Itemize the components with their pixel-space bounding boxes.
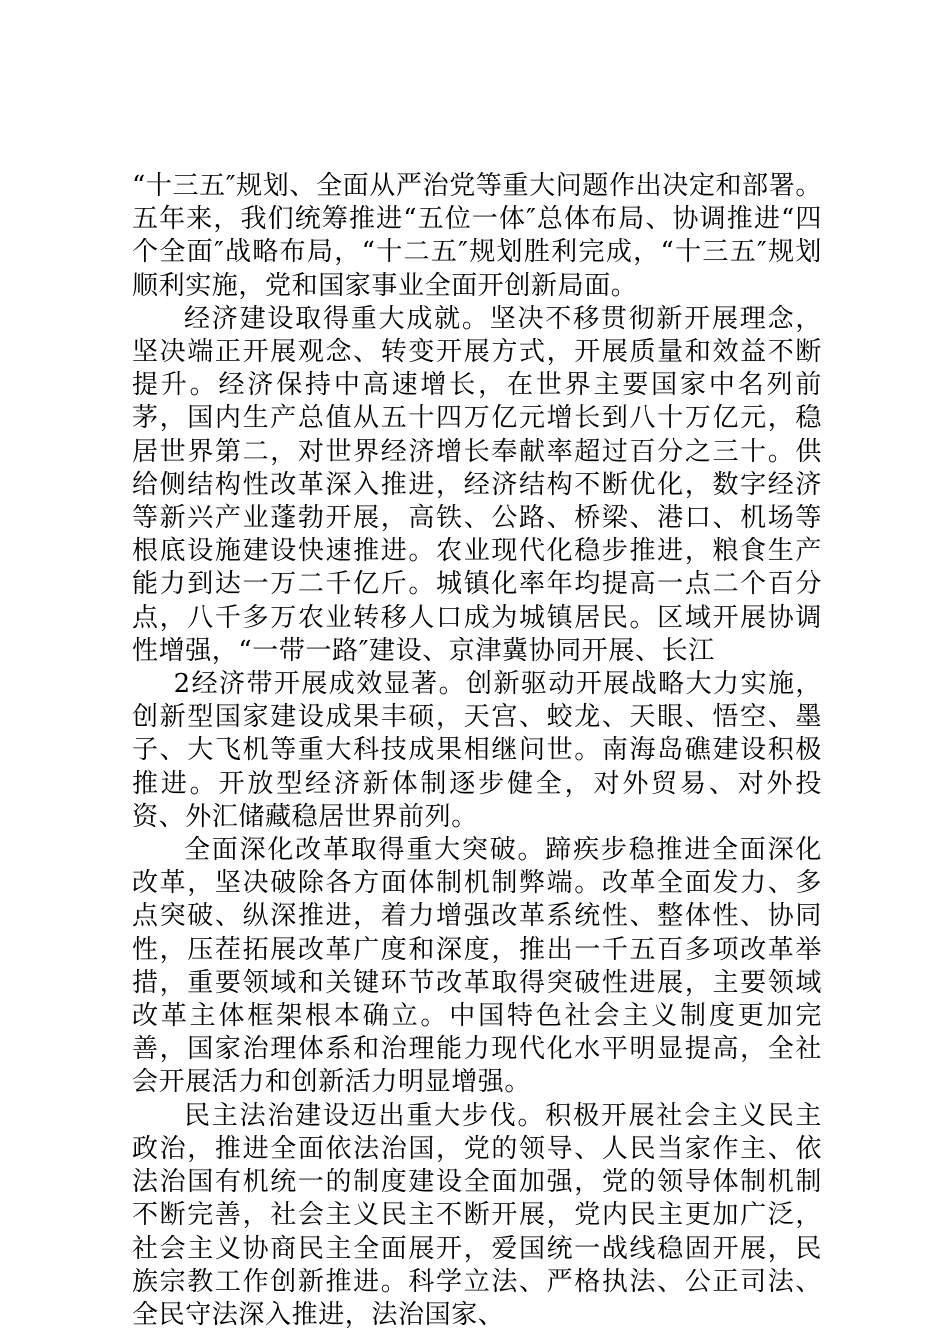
paragraph-economic-construction: 经济建设取得重大成就。坚决不移贯彻新开展理念，坚决端正开展观念、转变开展方式，开展质量和效益不断提升。经济保持中高速增长，在世界主要国家中名列前茅，国内生产总值从五十四万亿元增长到八十万亿元，稳居世界第二，对世界经济增长奉献率超过百分之三十。供给侧结构性改革深入推进，经济结构不断优化，数字经济等新兴产业蓬勃开展，高铁、公路、桥梁、港口、机场等根底设施建设快速推进。农业现代化稳步推进，粮食生产能力到达一万二千亿斤。城镇化率年均提高一点二个百分点，八千多万农业转移人口成为城镇居民。区域开展协调性增强，“一带一路″建设、京津冀协同开展、长江	[132, 303, 822, 666]
paragraph-economic-belt: 2经济带开展成效显著。创新驱动开展战略大力实施，创新型国家建设成果丰硕，天宫、蛟龙、天眼、悟空、墨子、大飞机等重大科技成果相继问世。南海岛礁建设积极推进。开放型经济新体制逐步健全，对外贸易、对外投资、外汇储藏稳居世界前列。	[132, 669, 822, 832]
paragraph-continuation: “十三五″规划、全面从严治党等重大问题作出决定和部署。五年来，我们统筹推进“五位一体″总体布局、协调推进“四个全面″战略布局，“十二五″规划胜利完成，“十三五″规划顺利实施，党和国家事业全面开创新局面。	[132, 171, 822, 301]
document-body	[132, 170, 822, 1332]
paragraph-comprehensive-reform: 全面深化改革取得重大突破。蹄疾步稳推进全面深化改革，坚决破除各方面体制机制弊端。改革全面发力、多点突破、纵深推进，着力增强改革系统性、整体性、协同性，压茬拓展改革广度和深度，推出一千五百多项改革举措，重要领域和关键环节改革取得突破性进展，主要领域改革主体框架根本确立。中国特色社会主义制度更加完善，国家治理体系和治理能力现代化水平明显提高，全社会开展活力和创新活力明显增强。	[132, 835, 822, 1098]
paragraph-democracy-rule-of-law: 民主法治建设迈出重大步伐。积极开展社会主义民主政治，推进全面依法治国，党的领导、人民当家作主、依法治国有机统一的制度建设全面加强，党的领导体制机制不断完善，社会主义民主不断开展，党内民主更加广泛，社会主义协商民主全面展开，爱国统一战线稳固开展，民族宗教工作创新推进。科学立法、严格执法、公正司法、全民守法深入推进，法治国家、	[132, 1100, 822, 1330]
